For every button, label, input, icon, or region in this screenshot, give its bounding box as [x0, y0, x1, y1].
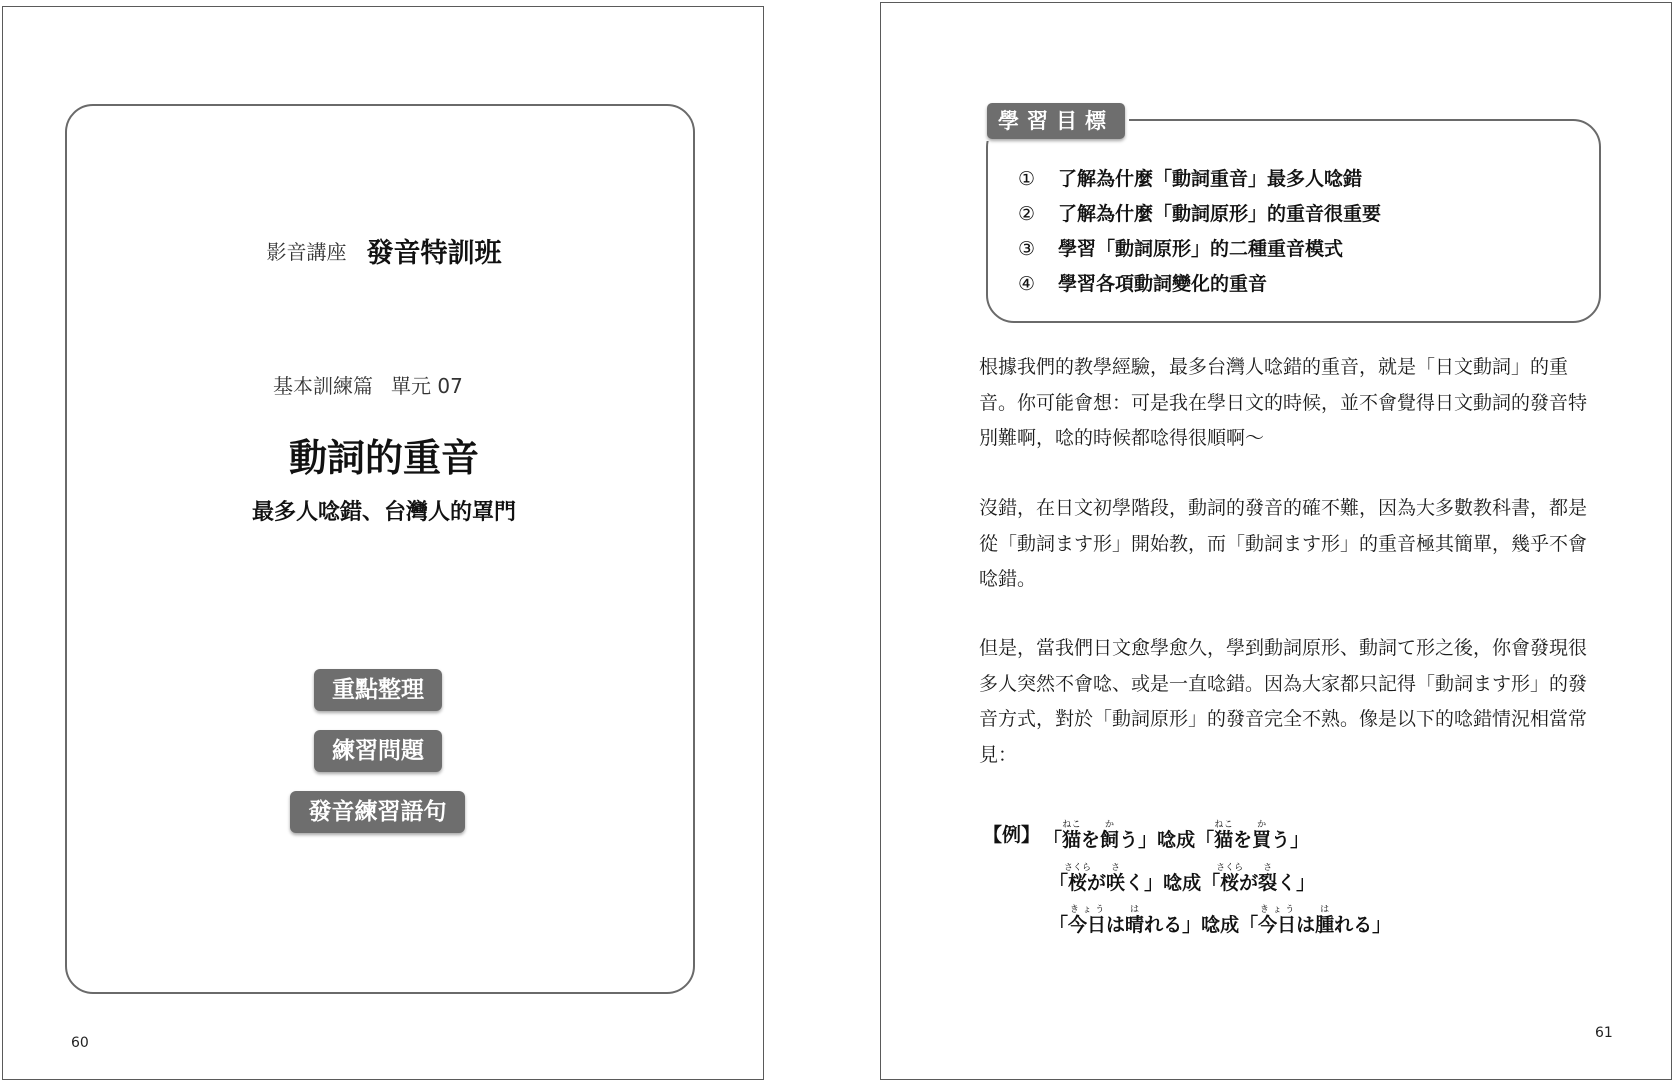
key-points-tag: 重點整理	[314, 669, 442, 711]
pronunciation-sentences-tag: 發音練習語句	[290, 791, 465, 833]
kana: う」	[1271, 829, 1310, 851]
goal-number: ③	[1018, 238, 1036, 260]
goal-text: 學習「動詞原形」的二種重音模式	[1058, 238, 1344, 260]
goal-item	[1018, 199, 1381, 226]
lecture-label: 影音講座	[266, 240, 347, 264]
practice-questions-tag: 練習問題	[314, 730, 442, 772]
kana: は	[1106, 914, 1126, 936]
kana: う」	[1119, 829, 1158, 851]
chapter-title: 動詞的重音	[288, 436, 479, 480]
kana: く」	[1277, 872, 1316, 894]
ruby-word: 晴は	[1125, 905, 1145, 936]
misread-connector: 唸成「	[1201, 914, 1259, 936]
quote-open: 「	[1049, 872, 1069, 894]
goal-number: ①	[1018, 168, 1036, 190]
goal-item	[1018, 269, 1267, 296]
ruby-word: 飼か	[1100, 820, 1120, 851]
page-number: 60	[71, 1035, 89, 1051]
kana: れる」	[1144, 914, 1202, 936]
section-label: 基本訓練篇	[273, 374, 373, 398]
ruby-word: 買か	[1252, 820, 1272, 851]
example-line	[1049, 863, 1315, 895]
kana: が	[1239, 872, 1259, 894]
goal-number: ④	[1018, 273, 1036, 295]
quote-open: 「	[1049, 914, 1069, 936]
kana: れる」	[1334, 914, 1392, 936]
kana: が	[1087, 872, 1107, 894]
body-paragraph: 根據我們的教學經驗，最多台灣人唸錯的重音，就是「日文動詞」的重音。你可能會想：可是我在學日文的時候，並不會覺得日文動詞的發音特別難啊，唸的時候都唸得很順啊～	[979, 356, 1588, 449]
page-number: 61	[1595, 1025, 1613, 1041]
right-page	[880, 2, 1672, 1080]
unit-line	[273, 370, 463, 399]
goal-text: 學習各項動詞變化的重音	[1058, 273, 1268, 295]
kana: を	[1081, 829, 1101, 851]
ruby-word: 猫ねこ	[1062, 820, 1082, 851]
quote-open: 「	[1043, 829, 1063, 851]
ruby-word: 桜さくら	[1216, 863, 1244, 894]
body-paragraph: 但是，當我們日文愈學愈久，學到動詞原形、動詞て形之後，你會發現很多人突然不會唸、或是一直唸錯。因為大家都只記得「動詞ます形」的發音方式，對於「動詞原形」的發音完全不熟。像是以下的唸錯情況相當常見：	[979, 637, 1588, 766]
kana: は	[1296, 914, 1316, 936]
course-name: 發音特訓班	[366, 238, 502, 269]
misread-connector: 唸成「	[1157, 829, 1215, 851]
example-line	[1043, 820, 1309, 852]
learning-goals-header: 學習目標	[987, 103, 1125, 139]
chapter-subtitle: 最多人唸錯、台灣人的罩門	[251, 500, 516, 525]
ruby-word: 腫は	[1315, 905, 1335, 936]
misread-connector: 唸成「	[1163, 872, 1221, 894]
ruby-word: 裂さ	[1258, 863, 1278, 894]
goal-number: ②	[1018, 203, 1036, 225]
ruby-word: 今日きょう	[1068, 905, 1107, 936]
example-label: 【例】	[983, 824, 1041, 846]
ruby-word: 咲さ	[1106, 863, 1126, 894]
example-line	[1049, 905, 1391, 937]
ruby-word: 猫ねこ	[1214, 820, 1234, 851]
ruby-word: 今日きょう	[1258, 905, 1297, 936]
body-paragraph: 沒錯，在日文初學階段，動詞的發音的確不難，因為大多數教科書，都是從「動詞ます形」開始教，而「動詞ます形」的重音極其簡單，幾乎不會唸錯。	[979, 497, 1588, 590]
series-heading	[3, 231, 765, 270]
goal-item	[1018, 234, 1343, 261]
left-page	[2, 6, 764, 1080]
kana: を	[1233, 829, 1253, 851]
goal-text: 了解為什麼「動詞原形」的重音很重要	[1058, 203, 1382, 225]
kana: く」	[1125, 872, 1164, 894]
unit-label: 單元 07	[391, 374, 463, 398]
goal-text: 了解為什麼「動詞重音」最多人唸錯	[1058, 168, 1363, 190]
goal-item	[1018, 164, 1362, 191]
ruby-word: 桜さくら	[1064, 863, 1092, 894]
